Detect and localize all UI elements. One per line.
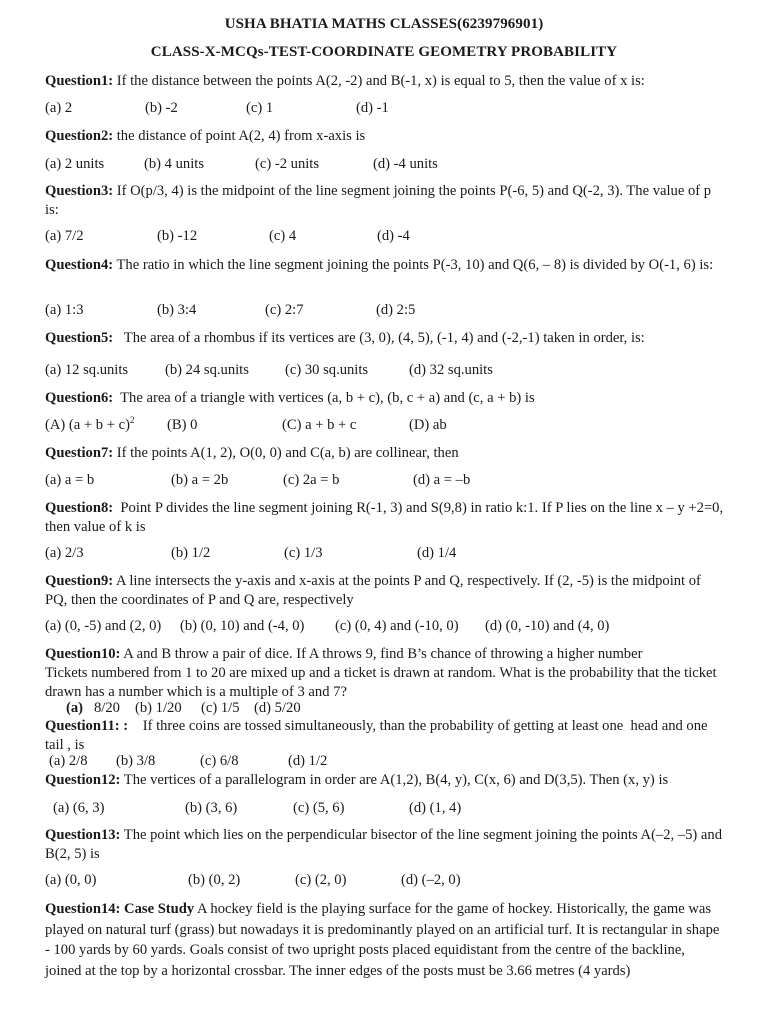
option-a[interactable]: 8/20: [94, 700, 120, 716]
question-7-options: [45, 472, 735, 491]
page-subtitle: CLASS-X-MCQs-TEST-COORDINATE GEOMETRY PROBABILITY: [150, 44, 618, 60]
option-b[interactable]: (b) 3:4: [157, 302, 197, 318]
option-a[interactable]: (a) 12 sq.units: [45, 362, 129, 378]
option-c[interactable]: (c) (0, 4) and (-10, 0): [335, 618, 459, 634]
option-a[interactable]: (a) a = b: [45, 472, 95, 488]
question-2-options: [45, 156, 735, 175]
option-a[interactable]: (a) 2 units: [45, 156, 105, 172]
option-b[interactable]: (b) (0, 2): [188, 872, 241, 888]
option-b[interactable]: (b) -2: [145, 100, 178, 116]
option-a[interactable]: (a) (0, -5) and (2, 0): [45, 618, 162, 634]
option-a[interactable]: (a) (6, 3): [53, 800, 105, 816]
option-a-text: (A) (a + b + c): [45, 417, 130, 433]
question-text: A hockey field is the playing surface for the game of hockey. Historically, the game was played on natural turf (grass) but nowadays it is predominantly played on an artificial turf. It is rectangular in shape - 100 yards by 60 yards. Goals consist of two upright posts placed equidistant from the centre of the backline, joined at the top by a horizontal crossbar. The inner edges of the posts must be 3.66 metres (4 yards): [45, 901, 720, 979]
option-c[interactable]: (c) (2, 0): [295, 872, 347, 888]
question-text: If the points A(1, 2), O(0, 0) and C(a, b) are collinear, then: [113, 445, 459, 461]
question-14: [45, 899, 725, 981]
question-text: The vertices of a parallelogram in order are A(1,2), B(4, y), C(x, 6) and D(3,5). Then (x, y) is: [120, 772, 669, 788]
question-12-options: [45, 800, 735, 819]
question-text: The area of a rhombus if its vertices are (3, 0), (4, 5), (-1, 4) and (-2,-1) taken in order, is:: [113, 330, 645, 346]
option-b[interactable]: (B) 0: [167, 417, 198, 433]
question-9-options: [45, 618, 735, 637]
question-label: Question13:: [45, 827, 121, 843]
question-text: If the distance between the points A(2, -2) and B(-1, x) is equal to 5, then the value of x is:: [113, 73, 645, 89]
option-d[interactable]: (d) (0, -10) and (4, 0): [485, 618, 610, 634]
option-c[interactable]: (c) 6/8: [200, 753, 239, 769]
question-text: The area of a triangle with vertices (a, b + c), (b, c + a) and (c, a + b) is: [113, 390, 535, 406]
option-a-label: (a): [66, 700, 84, 716]
option-c[interactable]: (c) 4: [269, 228, 297, 244]
option-d[interactable]: (d) (–2, 0): [401, 872, 461, 888]
option-c[interactable]: (c) (5, 6): [293, 800, 345, 816]
option-c[interactable]: (c) 2a = b: [283, 472, 340, 488]
question-2: [45, 127, 725, 146]
option-c[interactable]: (C) a + b + c: [282, 417, 357, 433]
option-d[interactable]: (d) 1/2: [288, 753, 328, 769]
option-c[interactable]: (c) 1: [246, 100, 274, 116]
question-label: Question8:: [45, 500, 114, 516]
option-b[interactable]: (b) 3/8: [116, 753, 156, 769]
option-d[interactable]: (d) (1, 4): [409, 800, 462, 816]
question-10-continuation: Tickets numbered from 1 to 20 are mixed up and a ticket is drawn at random. What is the probability that the ticket drawn has a number which is a multiple of 3 and 7?: [45, 665, 717, 700]
option-a[interactable]: [45, 417, 134, 434]
option-d[interactable]: (d) -4: [377, 228, 410, 244]
question-4-options: [45, 302, 735, 321]
option-b[interactable]: (b) a = 2b: [171, 472, 229, 488]
question-text: A line intersects the y-axis and x-axis at the points P and Q, respectively. If (2, -5) is the midpoint of PQ, then the coordinates of P and Q are, respectively: [45, 573, 701, 608]
option-a[interactable]: (a) (0, 0): [45, 872, 97, 888]
page-title: USHA BHATIA MATHS CLASSES(6239796901): [224, 16, 544, 32]
question-label: Question1:: [45, 73, 114, 89]
option-d[interactable]: (d) a = –b: [413, 472, 471, 488]
option-d[interactable]: (d) -4 units: [373, 156, 438, 172]
question-text: If O(p/3, 4) is the midpoint of the line segment joining the points P(-6, 5) and Q(-2, 3). The value of p is:: [45, 183, 712, 218]
option-a[interactable]: (a) 7/2: [45, 228, 84, 244]
question-text: The ratio in which the line segment joining the points P(-3, 10) and Q(6, – 8) is divided by O(-1, 6) is:: [113, 257, 714, 273]
question-text: Point P divides the line segment joining R(-1, 3) and S(9,8) in ratio k:1. If P lies on the line x – y +2=0, then value of k is: [45, 500, 727, 535]
option-c[interactable]: (c) 1/5: [201, 700, 240, 716]
question-13: [45, 826, 725, 864]
question-7: [45, 444, 725, 463]
question-text: the distance of point A(2, 4) from x-axis is: [113, 128, 366, 144]
question-13-options: [45, 872, 735, 891]
option-d[interactable]: (d) 5/20: [254, 700, 301, 716]
option-b[interactable]: (b) 4 units: [144, 156, 204, 172]
option-c[interactable]: (c) 2:7: [265, 302, 304, 318]
question-3: [45, 182, 725, 220]
question-label: Question3:: [45, 183, 114, 199]
question-label: Question14:: [45, 901, 121, 917]
option-d[interactable]: (D) ab: [409, 417, 447, 433]
question-11-options: [45, 753, 735, 772]
question-text: A and B throw a pair of dice. If A throws 9, find B’s chance of throwing a higher number: [120, 646, 643, 662]
question-1: [45, 72, 725, 91]
question-1-options: [45, 100, 735, 119]
question-label: Question6:: [45, 390, 114, 406]
option-b[interactable]: (b) 1/20: [135, 700, 182, 716]
question-11: [45, 717, 725, 755]
question-12: [45, 771, 725, 790]
question-4: [45, 256, 725, 275]
option-b[interactable]: (b) 1/2: [171, 545, 211, 561]
option-d[interactable]: (d) -1: [356, 100, 389, 116]
option-d[interactable]: (d) 32 sq.units: [409, 362, 493, 378]
question-10: [45, 645, 725, 664]
question-5-options: [45, 362, 735, 381]
option-d[interactable]: (d) 1/4: [417, 545, 457, 561]
option-b[interactable]: (b) (3, 6): [185, 800, 238, 816]
question-label: Question7:: [45, 445, 114, 461]
option-a[interactable]: (a) 2/8: [49, 753, 88, 769]
question-6-options: [45, 417, 735, 436]
option-a[interactable]: (a) 2/3: [45, 545, 84, 561]
option-a[interactable]: (a) 1:3: [45, 302, 84, 318]
option-b[interactable]: (b) -12: [157, 228, 198, 244]
question-label: Question11: :: [45, 718, 129, 734]
question-label: Question4:: [45, 257, 114, 273]
question-6: [45, 389, 725, 408]
question-label: Question2:: [45, 128, 114, 144]
question-label: Question9:: [45, 573, 114, 589]
option-a[interactable]: (a) 2: [45, 100, 73, 116]
option-d[interactable]: (d) 2:5: [376, 302, 416, 318]
question-3-options: [45, 228, 735, 247]
question-label: Question12:: [45, 772, 121, 788]
option-a-superscript: 2: [129, 415, 135, 426]
question-8-options: [45, 545, 735, 564]
option-b[interactable]: (b) 24 sq.units: [165, 362, 249, 378]
question-text: The point which lies on the perpendicular bisector of the line segment joining the points A(–2, –5) and B(2, 5) is: [45, 827, 722, 862]
option-c[interactable]: (c) 30 sq.units: [285, 362, 369, 378]
question-label: Question10:: [45, 646, 121, 662]
option-c[interactable]: (c) -2 units: [255, 156, 320, 172]
question-9: [45, 572, 725, 610]
option-c[interactable]: (c) 1/3: [284, 545, 323, 561]
case-study-label: Case Study: [120, 901, 195, 917]
question-5: [45, 329, 725, 348]
question-text: If three coins are tossed simultaneously, than the probability of getting at least one head and one tail , is: [45, 718, 712, 753]
option-b[interactable]: (b) (0, 10) and (-4, 0): [180, 618, 305, 634]
question-8: [45, 499, 725, 537]
question-label: Question5:: [45, 330, 114, 346]
